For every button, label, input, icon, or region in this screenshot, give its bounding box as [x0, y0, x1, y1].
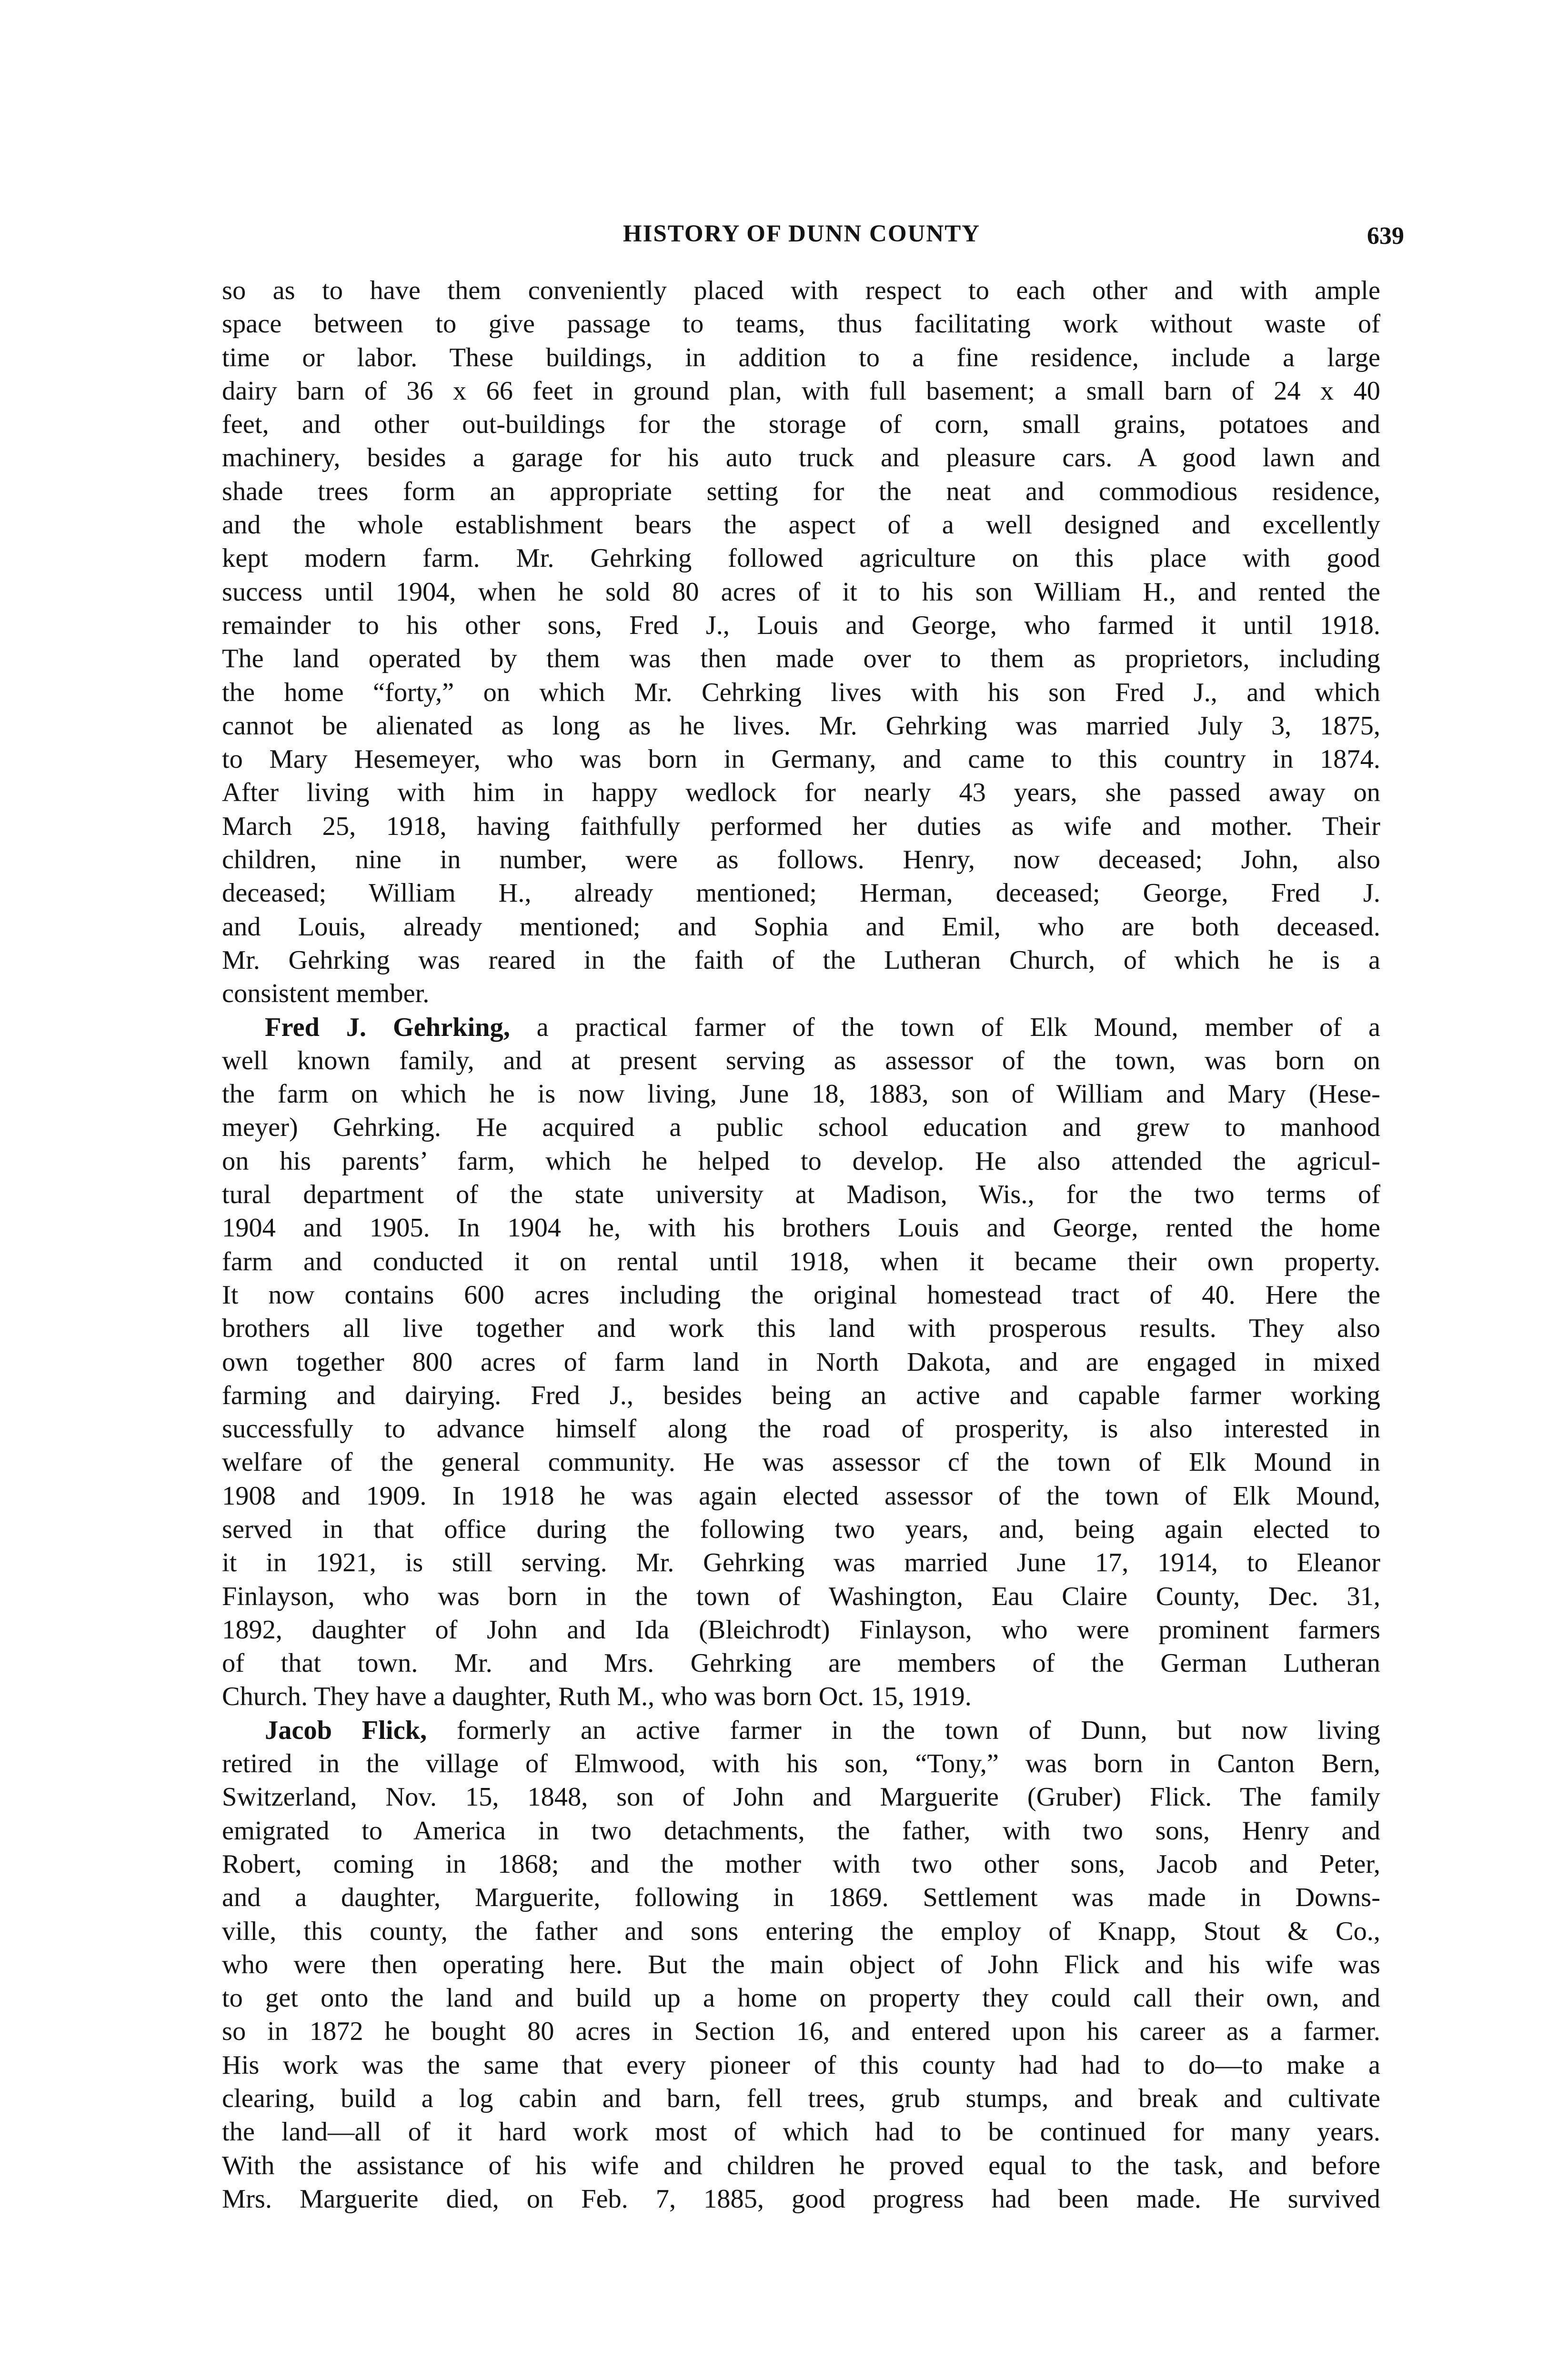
text-line: ville, this county, the father and sons entering the employ of Knapp, Stout & Co., — [222, 1916, 1380, 1946]
text-line — [222, 1714, 1380, 1747]
text-line: Mrs. Marguerite died, on Feb. 7, 1885, good progress had been made. He survived — [222, 2184, 1380, 2214]
text-line: so in 1872 he bought 80 acres in Section 16, and entered upon his career as a farmer. — [222, 2017, 1380, 2047]
text-line: machinery, besides a garage for his auto truck and pleasure cars. A good lawn and — [222, 443, 1380, 473]
text-line: clearing, build a log cabin and barn, fell trees, grub stumps, and break and cultivate — [222, 2084, 1380, 2114]
text-line: served in that office during the following two years, and, being again elected to — [222, 1514, 1380, 1544]
text-line: to Mary Hesemeyer, who was born in Germany, and came to this country in 1874. — [222, 744, 1380, 774]
text-line: welfare of the general community. He was assessor cf the town of Elk Mound in — [222, 1447, 1380, 1477]
text-line: Mr. Gehrking was reared in the faith of the Lutheran Church, of which he is a — [222, 945, 1380, 975]
text-line — [222, 1011, 1380, 1044]
text-line: tural department of the state university at Madison, Wis., for the two terms of — [222, 1180, 1380, 1210]
text-line: time or labor. These buildings, in addition to a fine residence, include a large — [222, 342, 1380, 372]
text-line: well known family, and at present serving as assessor of the town, was born on — [222, 1045, 1380, 1075]
text-line: children, nine in number, were as follows. Henry, now deceased; John, also — [222, 845, 1380, 875]
text-line: kept modern farm. Mr. Gehrking followed agriculture on this place with good — [222, 543, 1380, 573]
text-line: remainder to his other sons, Fred J., Louis and George, who farmed it until 1918. — [222, 610, 1380, 640]
text-line: who were then operating here. But the main object of John Flick and his wife was — [222, 1949, 1380, 1979]
text-line: on his parents’ farm, which he helped to develop. He also attended the agricul- — [222, 1146, 1380, 1176]
text-line: success until 1904, when he sold 80 acres of it to his son William H., and rented the — [222, 577, 1380, 607]
text-line: Church. They have a daughter, Ruth M., who was born Oct. 15, 1919. — [222, 1682, 972, 1712]
page-header — [223, 220, 1404, 253]
text-line: shade trees form an appropriate setting for the neat and commodious residence, — [222, 476, 1380, 506]
text-line: and the whole establishment bears the aspect of a well designed and excellently — [222, 510, 1380, 540]
text-line: successfully to advance himself along the road of prosperity, is also interested in — [222, 1414, 1380, 1444]
text-line: consistent member. — [222, 979, 430, 1009]
text-line: cannot be alienated as long as he lives. Mr. Gehrking was married July 3, 1875, — [222, 711, 1380, 741]
biography-lead-text: a practical farmer of the town of Elk Mound, member of a — [510, 1012, 1380, 1042]
text-line: farming and dairying. Fred J., besides being an active and capable farmer working — [222, 1380, 1380, 1410]
text-line: deceased; William H., already mentioned; Herman, deceased; George, Fred J. — [222, 878, 1380, 908]
text-line: 1908 and 1909. In 1918 he was again elected assessor of the town of Elk Mound, — [222, 1481, 1380, 1511]
text-line: retired in the village of Elmwood, with his son, “Tony,” was born in Canton Bern, — [222, 1749, 1380, 1779]
text-line: Robert, coming in 1868; and the mother with two other sons, Jacob and Peter, — [222, 1849, 1380, 1879]
text-line: and a daughter, Marguerite, following in 1869. Settlement was made in Downs- — [222, 1883, 1380, 1913]
text-line: it in 1921, is still serving. Mr. Gehrking was married June 17, 1914, to Eleanor — [222, 1548, 1380, 1578]
biography-name: Jacob Flick, — [265, 1715, 427, 1745]
text-line: emigrated to America in two detachments, the father, with two sons, Henry and — [222, 1816, 1380, 1846]
text-line: His work was the same that every pioneer of this county had had to do—to make a — [222, 2050, 1380, 2080]
text-line: feet, and other out-buildings for the storage of corn, small grains, potatoes and — [222, 410, 1380, 440]
text-line: meyer) Gehrking. He acquired a public school education and grew to manhood — [222, 1113, 1380, 1143]
text-line: The land operated by them was then made over to them as proprietors, including — [222, 644, 1380, 674]
text-line: so as to have them conveniently placed with respect to each other and with ample — [222, 276, 1380, 305]
text-line: March 25, 1918, having faithfully performed her duties as wife and mother. Their — [222, 811, 1380, 841]
text-line: 1892, daughter of John and Ida (Bleichrodt) Finlayson, who were prominent farmers — [222, 1615, 1380, 1645]
text-line: 1904 and 1905. In 1904 he, with his brothers Louis and George, rented the home — [222, 1213, 1380, 1243]
text-line: the land—all of it hard work most of which had to be continued for many years. — [222, 2117, 1380, 2147]
text-line: and Louis, already mentioned; and Sophia and Emil, who are both deceased. — [222, 912, 1380, 942]
text-line: Finlayson, who was born in the town of Washington, Eau Claire County, Dec. 31, — [222, 1581, 1380, 1611]
text-line: Switzerland, Nov. 15, 1848, son of John and Marguerite (Gruber) Flick. The family — [222, 1782, 1380, 1812]
text-line: farm and conducted it on rental until 1918, when it became their own property. — [222, 1246, 1380, 1276]
text-line: the farm on which he is now living, June 18, 1883, son of William and Mary (Hese- — [222, 1079, 1380, 1109]
page-number: 639 — [1367, 222, 1404, 250]
biography-name: Fred J. Gehrking, — [265, 1012, 510, 1042]
text-line: of that town. Mr. and Mrs. Gehrking are members of the German Lutheran — [222, 1648, 1380, 1678]
biography-lead-text: formerly an active farmer in the town of Dunn, but now living — [427, 1715, 1381, 1745]
text-line: After living with him in happy wedlock for nearly 43 years, she passed away on — [222, 778, 1380, 808]
text-line: space between to give passage to teams, thus facilitating work without waste of — [222, 309, 1380, 339]
text-line: the home “forty,” on which Mr. Cehrking lives with his son Fred J., and which — [222, 677, 1380, 707]
text-line: own together 800 acres of farm land in North Dakota, and are engaged in mixed — [222, 1347, 1380, 1377]
text-line: brothers all live together and work this land with prosperous results. They also — [222, 1314, 1380, 1344]
body-text — [222, 274, 1380, 2216]
text-line: dairy barn of 36 x 66 feet in ground plan, with full basement; a small barn of 24 x 40 — [222, 376, 1380, 406]
text-line: It now contains 600 acres including the original homestead tract of 40. Here the — [222, 1280, 1380, 1310]
text-line: With the assistance of his wife and children he proved equal to the task, and before — [222, 2150, 1380, 2180]
text-line: to get onto the land and build up a home on property they could call their own, and — [222, 1983, 1380, 2013]
running-title: HISTORY OF DUNN COUNTY — [623, 221, 981, 247]
